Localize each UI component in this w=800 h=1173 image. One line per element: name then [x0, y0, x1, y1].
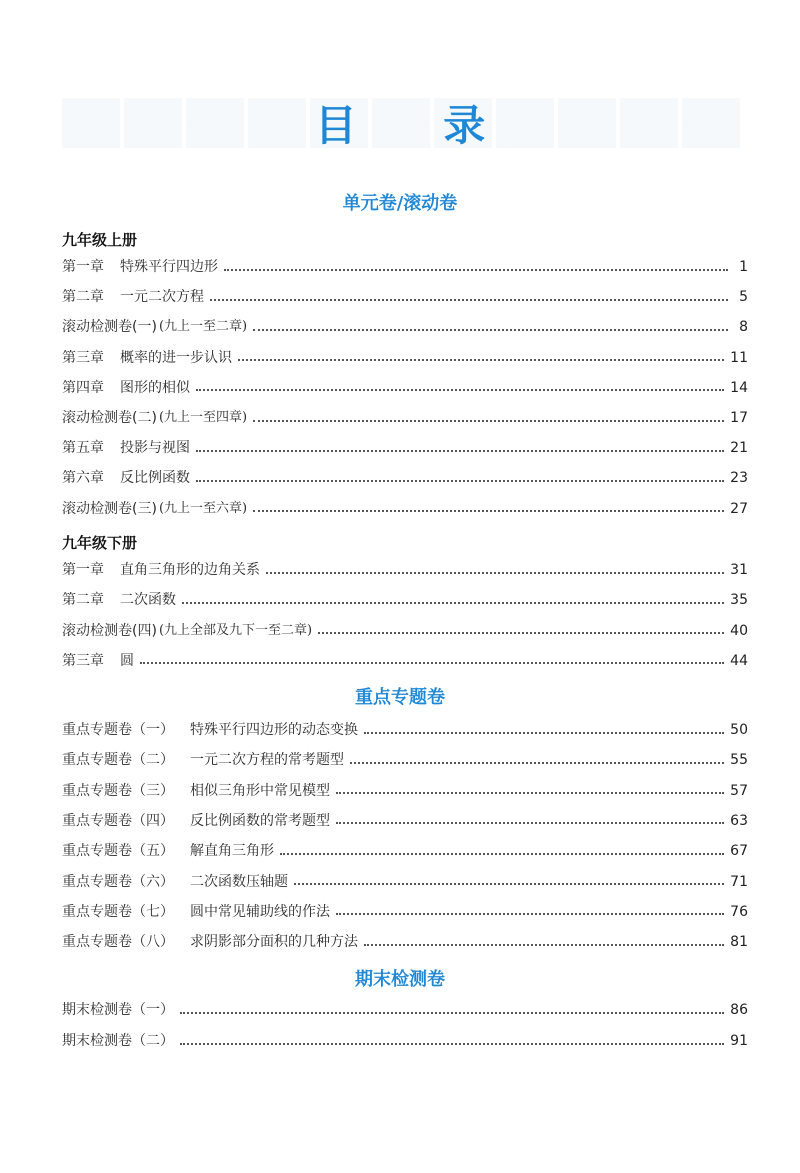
- toc-entry[interactable]: [62, 589, 748, 611]
- toc-entry-subtitle: 投影与视图: [120, 440, 190, 457]
- toc-entry[interactable]: [62, 749, 748, 771]
- toc-entry-subtitle: 概率的进一步认识: [120, 349, 232, 366]
- toc-entry[interactable]: [62, 620, 748, 642]
- toc-entry-label: 第二章: [62, 289, 104, 306]
- section-title-final: 期末检测卷: [355, 969, 445, 990]
- toc-entry-label: 第二章: [62, 592, 104, 609]
- toc-entry[interactable]: [62, 559, 748, 581]
- toc-entry-label: 重点专题卷（七）: [62, 903, 174, 920]
- dot-leader: [336, 791, 724, 794]
- toc-entry-subtitle: 二次函数: [120, 592, 176, 609]
- toc-entry-label: 第一章: [62, 259, 104, 275]
- toc-entry-label: 第一章: [62, 562, 104, 578]
- toc-entry-label: 重点专题卷（三）: [62, 782, 174, 799]
- dot-leader: [336, 821, 724, 824]
- page-title: 目 录: [314, 101, 522, 150]
- toc-entry[interactable]: [62, 467, 748, 489]
- toc-entry-subtitle: 一元二次方程的常考题型: [190, 752, 344, 769]
- toc-entry[interactable]: [62, 498, 748, 520]
- toc-entry-subtitle: 解直角三角形: [190, 843, 274, 860]
- toc-entry-subtitle: (九上一至四章): [158, 410, 248, 425]
- toc-entry-subtitle: (九上一至六章): [158, 500, 248, 516]
- toc-entry-page: 55: [730, 752, 748, 769]
- toc-entry[interactable]: [62, 999, 748, 1021]
- dot-leader: [253, 509, 724, 512]
- toc-entry[interactable]: [62, 650, 748, 672]
- toc-entry-subtitle: (九上一至二章): [158, 319, 248, 335]
- toc-entry-label: 重点专题卷（五）: [62, 843, 174, 860]
- dot-leader: [210, 298, 728, 301]
- toc-entry-page: 44: [730, 652, 748, 669]
- toc-entry-label: 第五章: [62, 440, 104, 457]
- toc-entry-label: 滚动检测卷(二): [62, 410, 157, 426]
- toc-entry-subtitle: 圆中常见辅助线的作法: [190, 903, 330, 920]
- toc-entry-page: 23: [730, 470, 748, 487]
- toc-entry-subtitle: 特殊平行四边形: [120, 259, 218, 275]
- toc-entry-subtitle: 圆: [120, 652, 134, 669]
- toc-entry-subtitle: (九上全部及九下一至二章): [158, 622, 313, 638]
- toc-entry-page: 67: [730, 843, 748, 860]
- toc-entry-page: 31: [730, 562, 748, 578]
- dot-leader: [182, 601, 724, 604]
- toc-entry-label: 第三章: [62, 349, 104, 366]
- toc-entry-label: 重点专题卷（六）: [62, 873, 174, 890]
- dot-leader: [196, 479, 724, 482]
- toc-entry-page: 17: [730, 410, 748, 426]
- toc-entry-page: 63: [730, 812, 748, 829]
- toc-entry-subtitle: 求阴影部分面积的几种方法: [190, 934, 358, 951]
- dot-leader: [238, 358, 724, 361]
- dot-leader: [196, 449, 724, 452]
- toc-entry-subtitle: 反比例函数: [120, 470, 190, 487]
- toc-entry-page: 57: [730, 782, 748, 799]
- toc-entry-page: 71: [730, 873, 748, 890]
- dot-leader: [180, 1042, 724, 1045]
- toc-entry-page: 27: [730, 500, 748, 517]
- toc-entry[interactable]: [62, 719, 748, 741]
- dot-leader: [336, 912, 724, 915]
- toc-entry-page: 1: [739, 259, 748, 275]
- toc-entry-page: 76: [730, 903, 748, 920]
- dot-leader: [253, 419, 724, 422]
- toc-entry-page: 86: [730, 1002, 748, 1018]
- toc-entry-label: 期末检测卷（二）: [62, 1033, 174, 1049]
- section-title-unit: 单元卷/滚动卷: [342, 193, 458, 214]
- toc-entry-page: 35: [730, 592, 748, 609]
- dot-leader: [364, 731, 724, 734]
- toc-entry-subtitle: 相似三角形中常见模型: [190, 782, 330, 799]
- toc-entry-label: 重点专题卷（八）: [62, 934, 174, 951]
- toc-entry-label: 重点专题卷（四）: [62, 812, 174, 829]
- toc-entry-subtitle: 直角三角形的边角关系: [120, 562, 260, 578]
- toc-entry-page: 40: [730, 622, 748, 639]
- toc-entry-page: 8: [739, 319, 748, 336]
- toc-entry-subtitle: 一元二次方程: [120, 289, 204, 306]
- toc-entry-label: 第六章: [62, 470, 104, 487]
- toc-entry-label: 重点专题卷（二）: [62, 752, 174, 769]
- toc-entry-page: 14: [730, 379, 748, 396]
- dot-leader: [253, 328, 728, 331]
- toc-entry[interactable]: [62, 286, 748, 308]
- toc-entry-page: 21: [730, 440, 748, 457]
- toc-entry[interactable]: [62, 1030, 748, 1052]
- toc-entry[interactable]: [62, 810, 748, 832]
- toc-entry[interactable]: [62, 377, 748, 399]
- dot-leader: [294, 882, 724, 885]
- toc-entry[interactable]: [62, 347, 748, 369]
- toc-entry-page: 11: [730, 349, 748, 366]
- toc-entry[interactable]: [62, 316, 748, 338]
- toc-entry[interactable]: [62, 256, 748, 278]
- toc-entry[interactable]: [62, 840, 748, 862]
- toc-entry-label: 第四章: [62, 379, 104, 396]
- dot-leader: [280, 852, 724, 855]
- toc-entry-subtitle: 特殊平行四边形的动态变换: [190, 722, 358, 738]
- grade-upper: 九年级上册: [62, 231, 138, 249]
- dot-leader: [224, 268, 728, 271]
- toc-entry-subtitle: 图形的相似: [120, 379, 190, 396]
- dot-leader: [318, 631, 724, 634]
- toc-entry-page: 5: [739, 289, 748, 306]
- dot-leader: [350, 761, 724, 764]
- toc-entry[interactable]: [62, 407, 748, 429]
- toc-entry[interactable]: [62, 780, 748, 802]
- toc-entry-label: 滚动检测卷(一): [62, 319, 157, 336]
- dot-leader: [140, 661, 724, 664]
- toc-entry-label: 滚动检测卷(四): [62, 622, 157, 639]
- toc-entry-label: 滚动检测卷(三): [62, 500, 157, 517]
- section-title-special: 重点专题卷: [355, 687, 445, 708]
- toc-entry-label: 期末检测卷（一）: [62, 1002, 174, 1018]
- toc-entry[interactable]: [62, 871, 748, 893]
- dot-leader: [364, 943, 724, 946]
- toc-entry-page: 81: [730, 934, 748, 951]
- toc-entry-page: 91: [730, 1033, 748, 1049]
- dot-leader: [266, 571, 724, 574]
- toc-entry[interactable]: [62, 437, 748, 459]
- toc-entry-label: 第三章: [62, 652, 104, 669]
- toc-entry[interactable]: [62, 931, 748, 953]
- grade-lower: 九年级下册: [62, 534, 138, 552]
- dot-leader: [180, 1011, 724, 1014]
- toc-entry-subtitle: 反比例函数的常考题型: [190, 812, 330, 829]
- dot-leader: [196, 388, 724, 391]
- toc-entry-page: 50: [730, 722, 748, 738]
- toc-entry-subtitle: 二次函数压轴题: [190, 873, 288, 890]
- toc-entry-label: 重点专题卷（一）: [62, 722, 174, 738]
- toc-entry[interactable]: [62, 901, 748, 923]
